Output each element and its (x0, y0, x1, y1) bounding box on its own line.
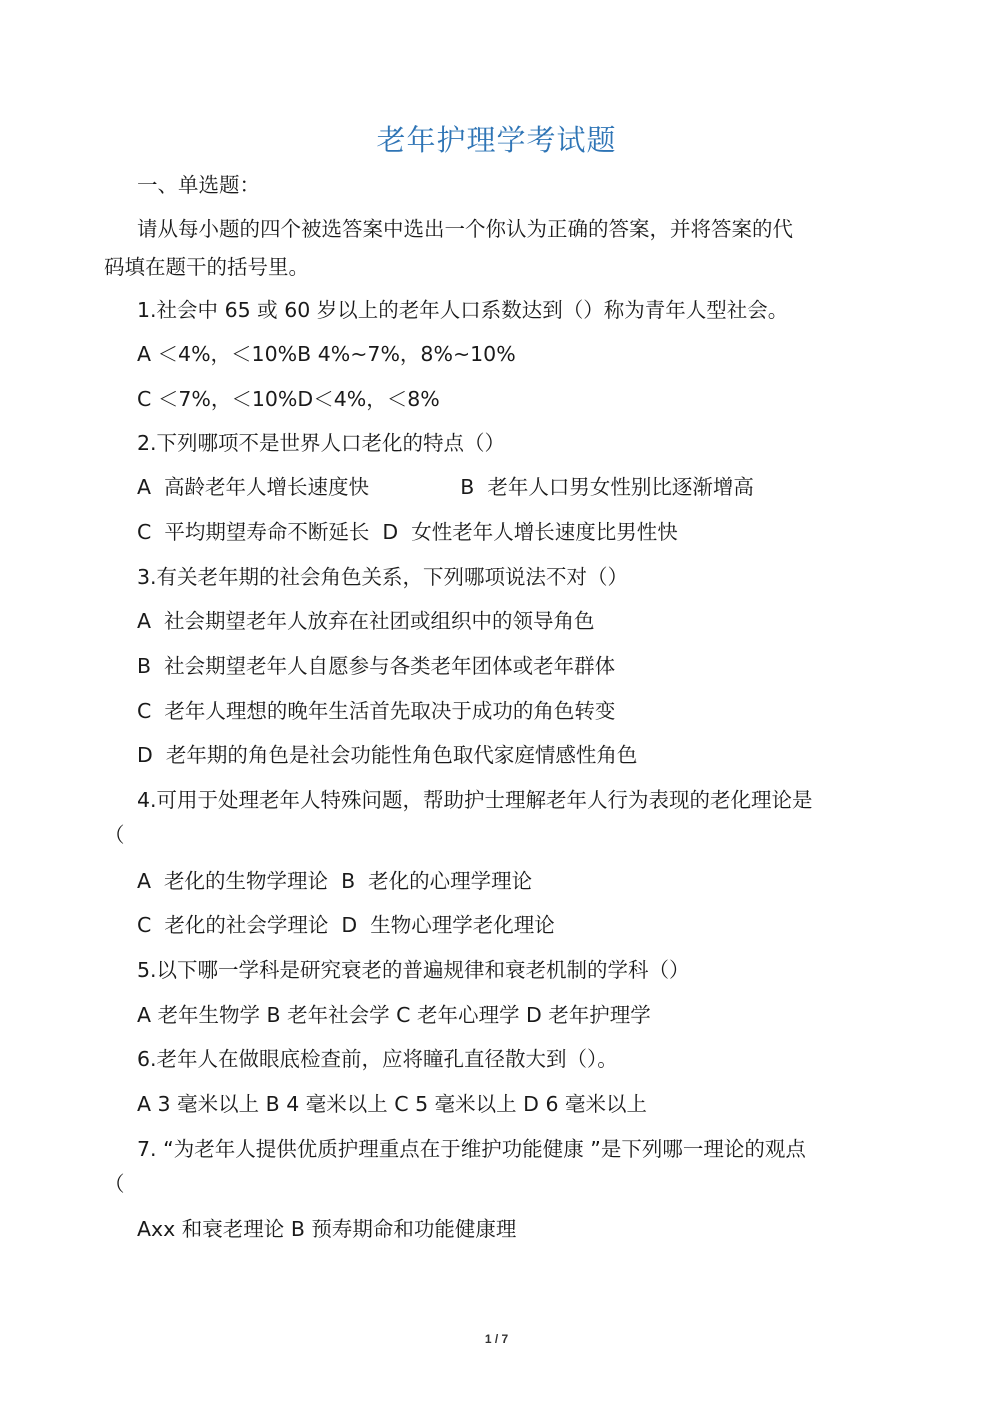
question-stem: 1.社会中 65 或 60 岁以上的老年人口系数达到（）称为青年人型社会。 (137, 298, 789, 322)
question-stem-cont: （ (104, 1172, 125, 1196)
question-option: C 老化的社会学理论 D 生物心理学老化理论 (137, 913, 555, 937)
instruction-text: 请从每小题的四个被选答案中选出一个你认为正确的答案，并将答案的代 (137, 217, 793, 241)
question-stem: 6.老年人在做眼底检查前，应将瞳孔直径散大到（）。 (137, 1047, 618, 1071)
question-option: B 社会期望老年人自愿参与各类老年团体或老年群体 (137, 654, 616, 678)
question-option: C ＜7%，＜10%D＜4%，＜8% (137, 387, 440, 411)
instruction-text-cont: 码填在题干的括号里。 (104, 255, 309, 279)
question-option: D 老年期的角色是社会功能性角色取代家庭情感性角色 (137, 743, 638, 767)
question-option: A 老年生物学 B 老年社会学 C 老年心理学 D 老年护理学 (137, 1003, 651, 1027)
question-stem: 3.有关老年期的社会角色关系，下列哪项说法不对（） (137, 565, 629, 589)
section-heading: 一、单选题： (137, 173, 260, 197)
question-stem: 5.以下哪一学科是研究衰老的普遍规律和衰老机制的学科（） (137, 958, 690, 982)
document-title: 老年护理学考试题 (376, 123, 617, 157)
question-stem: 7. “为老年人提供优质护理重点在于维护功能健康 ”是下列哪一理论的观点 (137, 1137, 806, 1161)
page-number: 1 / 7 (484, 1332, 509, 1346)
question-option: A 社会期望老年人放弃在社团或组织中的领导角色 (137, 609, 595, 633)
question-option: A 3 毫米以上 B 4 毫米以上 C 5 毫米以上 D 6 毫米以上 (137, 1092, 648, 1116)
question-stem: 2.下列哪项不是世界人口老化的特点（） (137, 431, 506, 455)
question-option: C 老年人理想的晚年生活首先取决于成功的角色转变 (137, 699, 616, 723)
question-option: C 平均期望寿命不断延长 D 女性老年人增长速度比男性快 (137, 520, 678, 544)
question-option: A 高龄老年人增长速度快 B 老年人口男女性别比逐渐增高 (137, 475, 754, 499)
question-stem-cont: （ (104, 823, 125, 847)
question-option: A ＜4%，＜10%B 4%~7%，8%~10% (137, 342, 516, 366)
question-option: Axx 和衰老理论 B 预寿期命和功能健康理 (137, 1217, 517, 1241)
question-option: A 老化的生物学理论 B 老化的心理学理论 (137, 869, 533, 893)
question-stem: 4.可用于处理老年人特殊问题，帮助护士理解老年人行为表现的老化理论是 (137, 788, 813, 812)
